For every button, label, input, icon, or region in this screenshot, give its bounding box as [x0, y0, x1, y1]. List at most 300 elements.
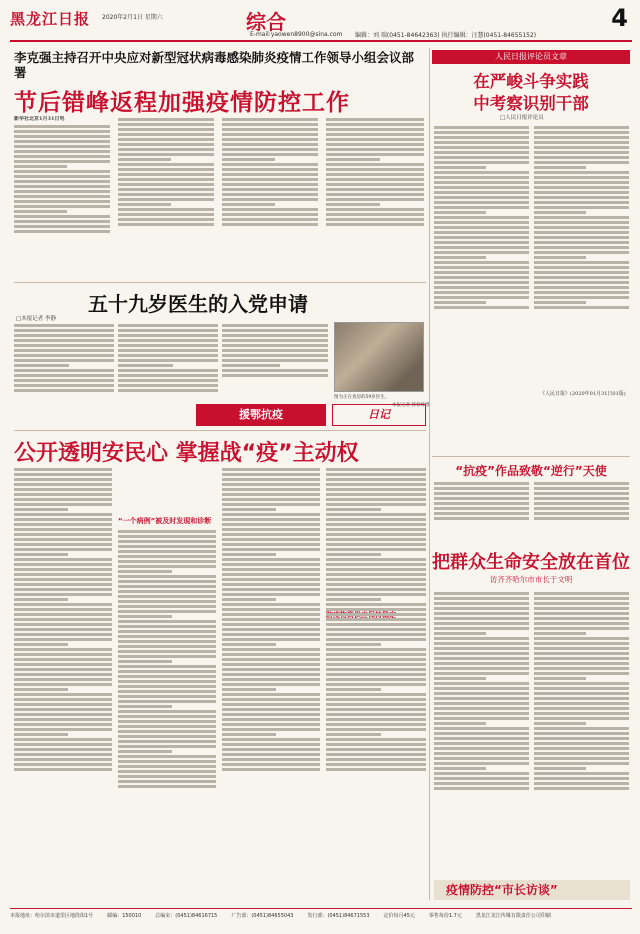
text-line [118, 364, 173, 367]
text-line [14, 195, 110, 198]
text-line [326, 143, 424, 146]
text-line [222, 763, 320, 766]
text-line [222, 568, 320, 571]
text-line [118, 755, 216, 758]
text-line [326, 153, 424, 156]
text-line [326, 588, 426, 591]
text-line [326, 603, 426, 606]
text-line [534, 487, 629, 490]
text-line [118, 740, 216, 743]
text-line [434, 607, 529, 610]
text-line [222, 723, 320, 726]
text-line [222, 324, 328, 327]
text-line [434, 742, 529, 745]
text-line [118, 384, 218, 387]
text-line [434, 672, 529, 675]
text-line [118, 775, 216, 778]
text-line [534, 617, 629, 620]
text-line [222, 613, 320, 616]
text-line [222, 473, 320, 476]
text-line [326, 188, 424, 191]
divider [432, 456, 630, 457]
text-line [14, 708, 112, 711]
text-line [14, 653, 112, 656]
text-line [534, 727, 629, 730]
text-line [118, 223, 214, 226]
text-line [326, 563, 426, 566]
text-line [118, 540, 216, 543]
text-line [118, 148, 214, 151]
text-line [222, 468, 320, 471]
text-line [434, 291, 529, 294]
text-line [222, 708, 320, 711]
text-line [14, 220, 110, 223]
text-line [534, 166, 586, 169]
text-line [118, 705, 172, 708]
text-line [326, 693, 426, 696]
text-line [534, 507, 629, 510]
text-line [434, 266, 529, 269]
text-line [222, 223, 318, 226]
text-line [326, 508, 381, 511]
text-line [534, 602, 629, 605]
text-line [222, 548, 320, 551]
text-line [434, 271, 529, 274]
text-line [118, 530, 216, 533]
text-line [222, 183, 318, 186]
text-line [14, 384, 114, 387]
text-line [14, 548, 112, 551]
text-line [222, 538, 320, 541]
text-line [222, 374, 328, 377]
text-line [14, 688, 68, 691]
text-line [14, 733, 68, 736]
text-line [534, 722, 586, 725]
text-line [14, 130, 110, 133]
text-line [222, 573, 320, 576]
page-header [10, 6, 632, 42]
text-line [118, 630, 216, 633]
text-line [14, 483, 112, 486]
page-number: 4 [611, 4, 628, 32]
story2-byline: □本报记者 李静 [16, 316, 56, 322]
text-line [434, 602, 529, 605]
text-line [434, 512, 529, 515]
text-line [222, 193, 318, 196]
text-line [434, 517, 529, 520]
text-line [434, 667, 529, 670]
text-line [118, 354, 218, 357]
text-line [326, 543, 426, 546]
text-line [14, 588, 112, 591]
story2-column-1 [14, 322, 114, 426]
text-line [434, 692, 529, 695]
text-line [118, 680, 216, 683]
text-line [222, 478, 320, 481]
text-line [534, 697, 629, 700]
text-line [118, 720, 216, 723]
section-title: 综合 [246, 10, 286, 34]
text-line [534, 787, 629, 790]
text-line [326, 468, 426, 471]
text-line [434, 181, 529, 184]
text-line [14, 663, 112, 666]
text-line [222, 688, 276, 691]
text-line [434, 682, 529, 685]
text-line [434, 647, 529, 650]
text-line [326, 628, 426, 631]
text-line [534, 196, 629, 199]
text-line [222, 663, 320, 666]
text-line [14, 230, 110, 233]
text-line [222, 553, 276, 556]
text-line [118, 685, 216, 688]
text-line [326, 733, 381, 736]
text-line [14, 339, 114, 342]
text-line [434, 502, 529, 505]
text-line [222, 349, 328, 352]
text-line [118, 168, 214, 171]
text-line [534, 647, 629, 650]
text-line [534, 261, 629, 264]
text-line [326, 518, 426, 521]
text-line [534, 296, 629, 299]
text-line [118, 143, 214, 146]
text-line [534, 692, 629, 695]
text-line [434, 782, 529, 785]
text-line [222, 648, 320, 651]
lead-column-4 [326, 116, 424, 276]
text-line [434, 241, 529, 244]
text-line [534, 131, 629, 134]
text-line [14, 493, 112, 496]
text-line [14, 349, 114, 352]
text-line [14, 478, 112, 481]
contact-email: E-mail:yaowen8900@sina.com [250, 31, 343, 38]
text-line [14, 374, 114, 377]
footer-printer: 黑龙江龙江传媒有限责任公司印刷 [475, 913, 551, 919]
text-line [434, 306, 529, 309]
text-line [118, 334, 218, 337]
text-line [14, 573, 112, 576]
text-line [222, 608, 320, 611]
text-line [326, 528, 426, 531]
text-line [14, 578, 112, 581]
text-line [222, 178, 318, 181]
text-line [14, 598, 68, 601]
text-line [434, 191, 529, 194]
text-line [14, 728, 112, 731]
text-line [14, 658, 112, 661]
text-line [222, 163, 318, 166]
text-line [222, 188, 318, 191]
text-line [326, 698, 426, 701]
text-line [14, 215, 110, 218]
text-line [326, 618, 426, 621]
footer-distribution: 发行部：(0451)84671553 [307, 913, 370, 919]
text-line [14, 165, 67, 168]
text-line [434, 747, 529, 750]
text-line [534, 667, 629, 670]
text-line [14, 713, 112, 716]
text-line [326, 608, 426, 611]
text-line [434, 211, 486, 214]
text-line [534, 702, 629, 705]
text-line [434, 702, 529, 705]
text-line [434, 737, 529, 740]
text-line [326, 673, 426, 676]
text-line [534, 642, 629, 645]
text-line [434, 286, 529, 289]
text-line [326, 473, 426, 476]
text-line [14, 638, 112, 641]
text-line [434, 216, 529, 219]
text-line [222, 123, 318, 126]
text-line [118, 580, 216, 583]
text-line [534, 517, 629, 520]
text-line [14, 698, 112, 701]
text-line [326, 558, 426, 561]
page-footer [10, 908, 632, 919]
text-line [326, 678, 426, 681]
text-line [434, 727, 529, 730]
text-line [222, 118, 318, 121]
text-line [326, 133, 424, 136]
text-line [14, 125, 110, 128]
slogan-text: 疫情防控“市长访谈” [446, 883, 558, 897]
text-line [326, 503, 426, 506]
text-line [222, 753, 320, 756]
text-line [434, 201, 529, 204]
text-line [326, 498, 426, 501]
right-mid-column-1 [434, 480, 529, 542]
text-line [14, 608, 112, 611]
text-line [14, 205, 110, 208]
text-line [222, 583, 320, 586]
text-line [118, 640, 216, 643]
text-line [434, 497, 529, 500]
text-line [534, 141, 629, 144]
text-line [326, 658, 426, 661]
text-line [118, 203, 171, 206]
text-line [534, 762, 629, 765]
text-line [534, 662, 629, 665]
text-line [534, 767, 586, 770]
diary-banner [196, 404, 426, 426]
text-line [222, 563, 320, 566]
text-line [434, 597, 529, 600]
text-line [534, 146, 629, 149]
text-line [118, 750, 172, 753]
story2-photo [334, 322, 424, 392]
right-bottom-column-1 [434, 590, 529, 876]
text-line [434, 171, 529, 174]
text-line [118, 620, 216, 623]
text-line [14, 563, 112, 566]
text-line [118, 590, 216, 593]
text-line [118, 735, 216, 738]
text-line [14, 683, 112, 686]
story3-column-2 [118, 528, 216, 898]
text-line [326, 668, 426, 671]
text-line [434, 617, 529, 620]
text-line [118, 138, 214, 141]
divider [14, 282, 426, 283]
text-line [222, 158, 275, 161]
text-line [534, 497, 629, 500]
text-line [222, 168, 318, 171]
text-line [118, 780, 216, 783]
text-line [222, 678, 320, 681]
text-line [326, 488, 426, 491]
text-line [118, 153, 214, 156]
text-line [326, 548, 426, 551]
text-line [326, 148, 424, 151]
text-line [222, 733, 276, 736]
text-line [222, 138, 318, 141]
text-line [118, 118, 214, 121]
text-line [14, 498, 112, 501]
text-line [534, 221, 629, 224]
commentary-title-line2: 中考察识别干部 [473, 94, 589, 113]
text-line [534, 637, 629, 640]
lead-column-3 [222, 116, 318, 276]
text-line [534, 622, 629, 625]
text-line [326, 758, 426, 761]
text-line [222, 493, 320, 496]
text-line [118, 188, 214, 191]
issue-date: 2020年2月1日 星期六 [102, 14, 163, 21]
text-line [14, 145, 110, 148]
text-line [534, 737, 629, 740]
text-line [326, 708, 426, 711]
text-line [14, 135, 110, 138]
text-line [434, 246, 529, 249]
text-line [326, 223, 424, 226]
text-line [534, 777, 629, 780]
text-line [222, 623, 320, 626]
text-line [534, 732, 629, 735]
text-line [118, 565, 216, 568]
text-line [534, 271, 629, 274]
text-line [118, 369, 218, 372]
text-line [326, 653, 426, 656]
text-line [222, 203, 275, 206]
text-line [534, 171, 629, 174]
editors-line: 编辑：刘 瑞(0451-84642363) 执行编辑：汪慧(0451-84655152) [355, 32, 537, 39]
text-line [326, 593, 426, 596]
text-line [14, 553, 68, 556]
text-line [222, 598, 276, 601]
lead-column-2 [118, 116, 214, 276]
lead-column-1 [14, 116, 110, 276]
commentary-column-1 [434, 124, 529, 388]
text-line [222, 668, 320, 671]
text-line [326, 738, 426, 741]
text-line [14, 140, 110, 143]
text-line [534, 301, 586, 304]
text-line [434, 206, 529, 209]
text-line [222, 364, 280, 367]
text-line [326, 538, 426, 541]
text-line [434, 627, 529, 630]
text-line [14, 678, 112, 681]
text-line [118, 123, 214, 126]
text-line [326, 213, 424, 216]
text-line [326, 118, 424, 121]
text-line [434, 196, 529, 199]
text-line [14, 155, 110, 158]
footer-postcode: 邮编：150010 [107, 913, 142, 919]
text-line [222, 673, 320, 676]
story3-column-3 [222, 466, 320, 898]
text-line [326, 128, 424, 131]
text-line [118, 570, 172, 573]
text-line [118, 785, 216, 788]
text-line [222, 344, 328, 347]
text-line [222, 588, 320, 591]
text-line [14, 723, 112, 726]
text-line [534, 161, 629, 164]
footer-general-office: 总编室：(0451)84616715 [155, 913, 218, 919]
text-line [118, 560, 216, 563]
text-line [326, 123, 424, 126]
text-line [326, 638, 426, 641]
text-line [534, 216, 629, 219]
text-line [326, 768, 426, 771]
text-line [434, 707, 529, 710]
text-line [534, 502, 629, 505]
text-line [118, 379, 218, 382]
text-line [434, 176, 529, 179]
text-line [326, 573, 426, 576]
text-line [434, 712, 529, 715]
text-line [14, 543, 112, 546]
right-bottom-title: 把群众生命安全放在首位 [432, 552, 630, 573]
text-line [222, 543, 320, 546]
text-line [222, 483, 320, 486]
text-line [534, 652, 629, 655]
text-line [534, 256, 586, 259]
text-line [534, 682, 629, 685]
text-line [14, 344, 114, 347]
text-line [434, 126, 529, 129]
text-line [434, 762, 529, 765]
text-line [434, 697, 529, 700]
text-line [534, 492, 629, 495]
text-line [534, 251, 629, 254]
commentary-title-line1: 在严峻斗争实践 [473, 72, 589, 91]
text-line [118, 359, 218, 362]
text-line [118, 615, 172, 618]
text-line [14, 583, 112, 586]
text-line [534, 211, 586, 214]
text-line [14, 718, 112, 721]
lead-dateline: 新华社北京1月31日电 [14, 116, 65, 122]
text-line [118, 173, 214, 176]
text-line [222, 593, 320, 596]
text-line [118, 635, 216, 638]
text-line [14, 518, 112, 521]
text-line [118, 128, 214, 131]
text-line [118, 163, 214, 166]
text-line [534, 657, 629, 660]
right-mid-column-2 [534, 480, 629, 542]
text-line [222, 198, 318, 201]
text-line [118, 585, 216, 588]
text-line [534, 181, 629, 184]
text-line [434, 732, 529, 735]
